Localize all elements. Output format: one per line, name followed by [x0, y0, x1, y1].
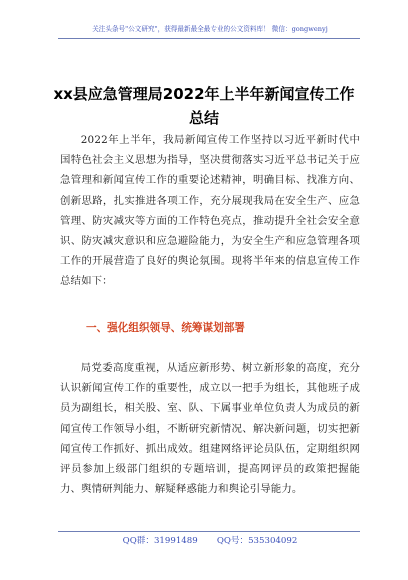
intro-paragraph: [60, 130, 360, 292]
section-1-paragraph: [60, 358, 360, 499]
section-1-paragraph-text: 局党委高度重视，从适应新形势、树立新形象的高度，充分认识新闻宣传工作的重要性，成立以一把手为组长，其他班子成员为副组长，相关股、室、队、下属事业单位负责人为成员的新闻宣传工作领导小组，不断研究新情况、解决新问题，切实把新闻宣传工作抓好、抓出成效。组建网络评论员队伍，定期组织网评员参加上级部门组织的专题培训，提高网评员的政策把握能力、舆情研判能力、解疑释惑能力和舆论引导能力。: [60, 362, 360, 496]
section-heading: 一、强化组织领导、统筹谋划部署: [86, 322, 245, 334]
document-title: xx县应急管理局2022年上半年新闻宣传工作总结: [53, 85, 355, 127]
header-banner: 关注头条号"公文研究"，获得最新最全最专业的公文资料库！ 微信：gongwenyj: [92, 25, 328, 33]
footer-contact: QQ群：31991489 QQ号：535304092: [122, 536, 298, 546]
header-divider: [58, 38, 360, 39]
intro-paragraph-text: 2022年上半年，我局新闻宣传工作坚持以习近平新时代中国特色社会主义思想为指导，坚决贯彻落实习近平总书记关于应急管理和新闻宣传工作的重要论述精神，明确目标、找准方向、创新思路，扎实推进各项工作，充分展现我局在安全生产、应急管理、防灾减灾等方面的工作特色亮点，推动提升全社会安全意识、防灾减灾意识和应急避险能力，为安全生产和应急管理各项工作的开展营造了良好的舆论氛围。现将半年来的信息宣传工作总结如下：: [60, 134, 360, 288]
footer-divider: [58, 531, 360, 532]
